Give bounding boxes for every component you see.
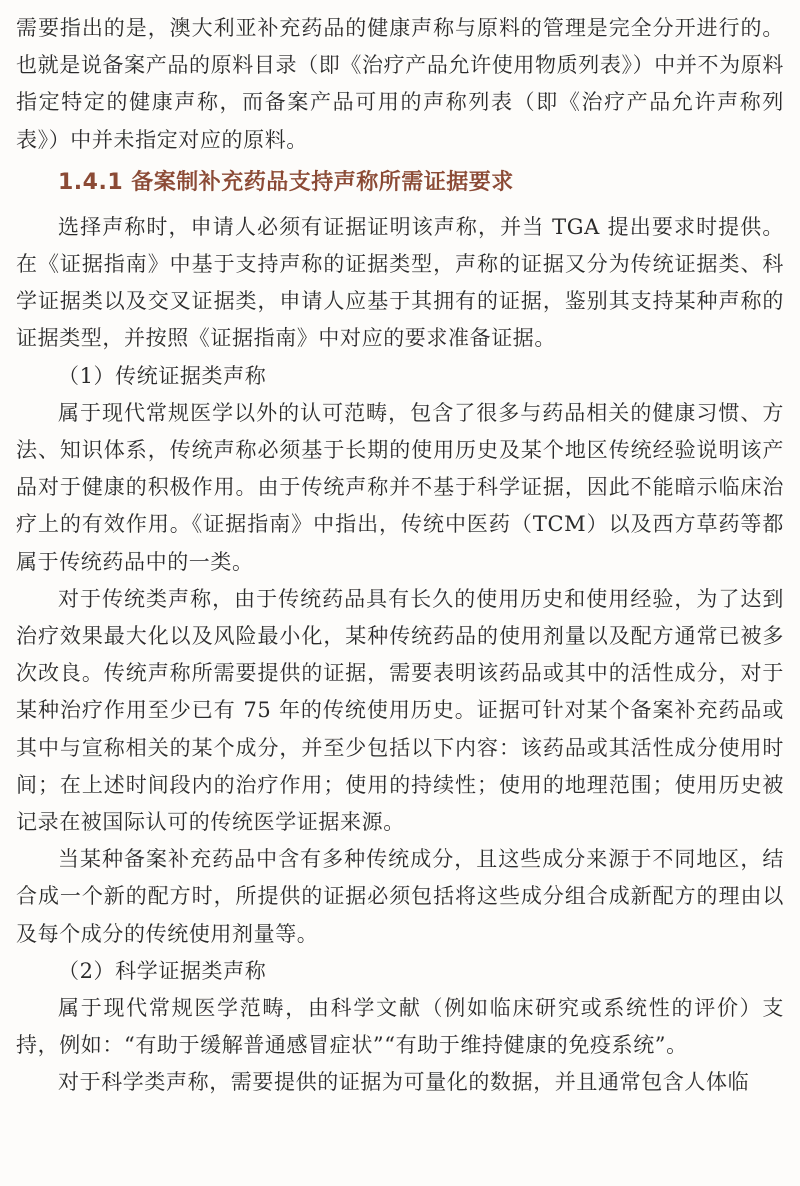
paragraph-traditional-requirements: 对于传统类声称，由于传统药品具有长久的使用历史和使用经验，为了达到治疗效果最大化以及风险最小化，某种传统药品的使用剂量以及配方通常已被多次改良。传统声称所需要提供的证据，需要表明该药品或其中的活性成分，对于某种治疗作用至少已有 75 年的传统使用历史。证据可针对某个备案补充药品或其中与宣称相关的某个成分，并至少包括以下内容：该药品或其活性成分使用时间；在上述时间段内的治疗作用；使用的持续性；使用的地理范围；使用历史被记录在被国际认可的传统医学证据来源。 [16,586,784,835]
section-heading-1-4-1: 1.4.1 备案制补充药品支持声称所需证据要求 [58,169,514,195]
paragraph-traditional-definition: 属于现代常规医学以外的认可范畴，包含了很多与药品相关的健康习惯、方法、知识体系，传统声称必须基于长期的使用历史及某个地区传统经验说明该产品对于健康的积极作用。由于传统声称并不基于科学证据，因此不能暗示临床治疗上的有效作用。《证据指南》中指出，传统中医药（TCM）以及西方草药等都属于传统药品中的一类。 [16,400,784,574]
paragraph-claim-selection: 选择声称时，申请人必须有证据证明该声称，并当 TGA 提出要求时提供。在《证据指南》中基于支持声称的证据类型，声称的证据又分为传统证据类、科学证据类以及交叉证据类，申请人应基于其拥有的证据，鉴别其支持某种声称的证据类型，并按照《证据指南》中对应的要求准备证据。 [16,214,784,351]
paragraph-traditional-multi-ingredient: 当某种备案补充药品中含有多种传统成分，且这些成分来源于不同地区，结合成一个新的配方时，所提供的证据必须包括将这些成分组合成新配方的理由以及每个成分的传统使用剂量等。 [16,847,784,946]
paragraph-scientific-definition: 属于现代常规医学范畴，由科学文献（例如临床研究或系统性的评价）支持，例如：“有助于缓解普通感冒症状”“有助于维持健康的免疫系统”。 [16,996,784,1058]
subheading-scientific-evidence: （2）科学证据类声称 [58,958,267,983]
paragraph-scientific-requirements: 对于科学类声称，需要提供的证据为可量化的数据，并且通常包含人体临 [58,1070,750,1095]
paragraph-intro: 需要指出的是，澳大利亚补充药品的健康声称与原料的管理是完全分开进行的。也就是说备案产品的原料目录（即《治疗产品允许使用物质列表》）中并不为原料指定特定的健康声称，而备案产品可用的声称列表（即《治疗产品允许声称列表》）中并未指定对应的原料。 [16,16,784,152]
subheading-traditional-evidence: （1）传统证据类声称 [58,363,267,388]
